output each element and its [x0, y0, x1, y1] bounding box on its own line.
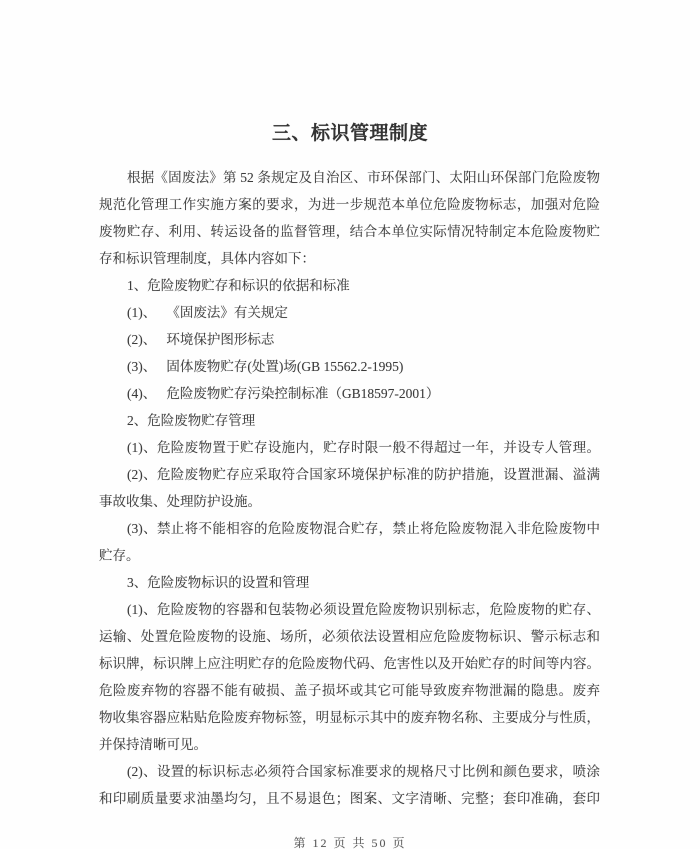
- document-line: (4)、 危险废物贮存污染控制标准（GB18597-2001）: [127, 386, 440, 401]
- document-line: (1)、危险废物的容器和包装物必须设置危险废物识别标志，危险废物的贮存、: [127, 602, 600, 617]
- document-line: (3)、 固体废物贮存(处置)场(GB 15562.2-1995): [127, 359, 404, 374]
- document-line: 根据《固废法》第 52 条规定及自治区、市环保部门、太阳山环保部门危险废物: [127, 170, 600, 185]
- document-line: 运输、处置危险废物的设施、场所，必须依法设置相应危险废物标识、警示标志和: [99, 629, 600, 644]
- document-line: (1)、危险废物置于贮存设施内，贮存时限一般不得超过一年，并设专人管理。: [127, 440, 600, 455]
- document-line: 物收集容器应粘贴危险废弃物标签，明显标示其中的废弃物名称、主要成分与性质，: [99, 710, 600, 725]
- document-line: (2)、危险废物贮存应采取符合国家环境保护标准的防护措施，设置泄漏、溢满: [127, 467, 600, 482]
- document-line: 标识牌，标识牌上应注明贮存的危险废物代码、危害性以及开始贮存的时间等内容。: [99, 656, 600, 671]
- document-line: (2)、 环境保护图形标志: [127, 332, 275, 347]
- document-line: 危险废弃物的容器不能有破损、盖子损坏或其它可能导致废弃物泄漏的隐患。废弃: [99, 683, 600, 698]
- document-line: 并保持清晰可见。: [99, 737, 207, 752]
- document-body: [99, 164, 600, 812]
- page-number-footer: 第 12 页 共 50 页: [293, 836, 407, 849]
- document-line: (1)、 《固废法》有关规定: [127, 305, 288, 320]
- document-line: (3)、禁止将不能相容的危险废物混合贮存，禁止将危险废物混入非危险废物中: [127, 521, 600, 536]
- document-line: 1、危险废物贮存和标识的依据和标准: [127, 278, 350, 293]
- document-line: (2)、设置的标识标志必须符合国家标准要求的规格尺寸比例和颜色要求，喷涂: [127, 764, 600, 779]
- document-line: 废物贮存、利用、转运设备的监督管理，结合本单位实际情况特制定本危险废物贮: [99, 224, 600, 239]
- document-title: 三、标识管理制度: [271, 123, 428, 144]
- document-line: 事故收集、处理防护设施。: [99, 494, 261, 509]
- document-line: 贮存。: [99, 548, 140, 563]
- document-line: 3、危险废物标识的设置和管理: [127, 575, 310, 590]
- document-line: 存和标识管理制度，具体内容如下：: [99, 251, 315, 266]
- document-line: 规范化管理工作实施方案的要求，为进一步规范本单位危险废物标志，加强对危险: [99, 197, 600, 212]
- document-line: 和印刷质量要求油墨均匀，且不易退色；图案、文字清晰、完整；套印准确，套印: [99, 791, 600, 806]
- document-line: 2、危险废物贮存管理: [127, 413, 256, 428]
